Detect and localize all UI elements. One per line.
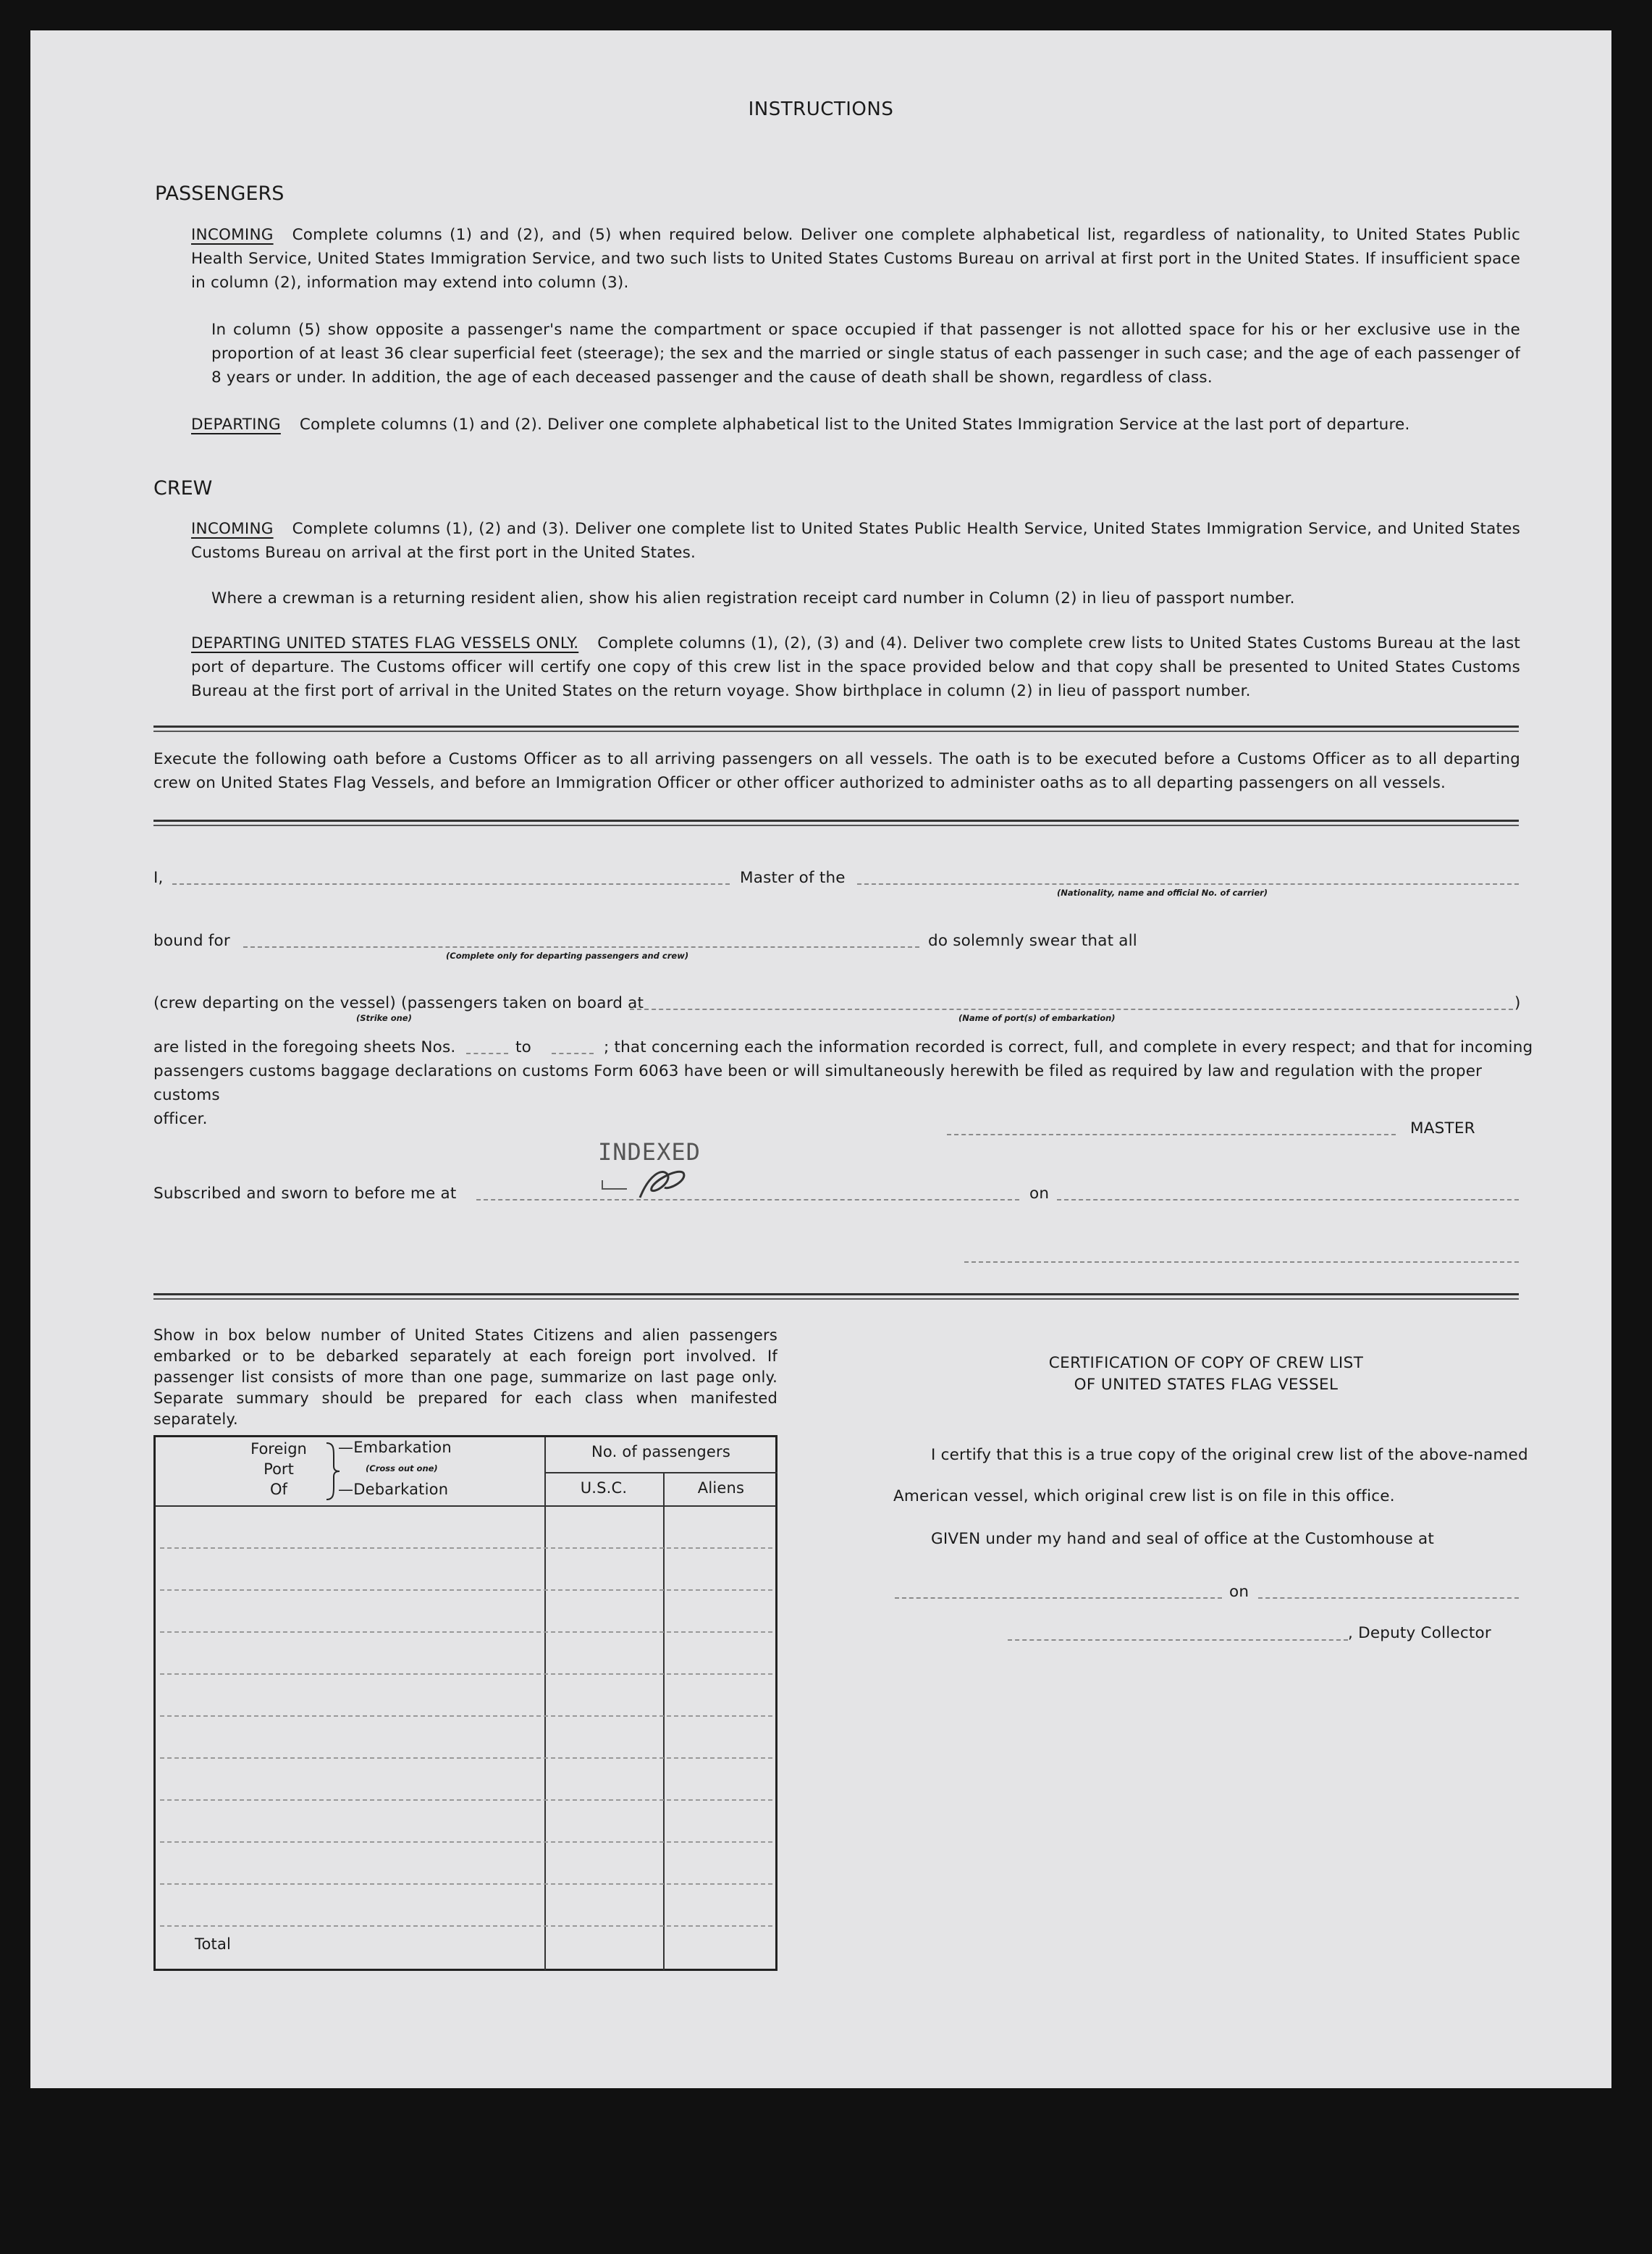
- table-row[interactable]: [160, 1925, 772, 1927]
- crew-passengers-text: (crew departing on the vessel) (passengers taken on board at: [153, 994, 644, 1012]
- passengers-incoming-text: Complete columns (1) and (2), and (5) when required below. Deliver one complete alphabetical list, regardless of nationality, to United States Public Health Service, United States Immigration Service, and two such lists to United States Customs Bureau on arrival at first port in the United States. If insufficient space in column (2), information may extend into column (3).: [191, 226, 1520, 292]
- table-row[interactable]: [160, 1715, 772, 1717]
- master-label: MASTER: [1410, 1119, 1475, 1137]
- table-row[interactable]: [160, 1589, 772, 1591]
- listed-suffix: ; that concerning each the information recorded is correct, full, and complete in every respect; and that for incoming: [604, 1038, 1533, 1056]
- crew-incoming-label: INCOMING: [191, 520, 274, 538]
- given-text: GIVEN under my hand and seal of office at the Customhouse at: [931, 1530, 1435, 1548]
- aliens-header: Aliens: [697, 1479, 745, 1497]
- of-label: Of: [270, 1481, 287, 1498]
- foreign-port-header: [250, 1439, 308, 1500]
- carrier-field[interactable]: [857, 883, 1519, 885]
- passengers-departing-text: Complete columns (1) and (2). Deliver one complete alphabetical list to the United States Immigration Service at the last port of departure.: [299, 416, 1410, 434]
- cross-out-hint: (Cross out one): [366, 1463, 438, 1473]
- indexed-stamp: INDEXED: [598, 1138, 701, 1166]
- crew-incoming-text: Complete columns (1), (2) and (3). Deliver one complete list to United States Public Health Service, United States Immigration Service, and United States Customs Bureau on arrival at the first port in the United States.: [191, 520, 1520, 562]
- debarkation-label: —Debarkation: [338, 1481, 449, 1498]
- strike-one-hint: (Strike one): [356, 1013, 412, 1023]
- carrier-hint: (Nationality, name and official No. of carrier): [1057, 888, 1268, 898]
- divider: [153, 726, 1519, 732]
- oath-i-label: I,: [153, 869, 164, 887]
- sheet-from-field[interactable]: [466, 1053, 508, 1054]
- passengers-departing-label: DEPARTING: [191, 416, 281, 434]
- officer-signature-field[interactable]: [964, 1261, 1519, 1263]
- listed-line-3: officer.: [153, 1110, 208, 1128]
- crew-incoming-paragraph: [191, 517, 1520, 565]
- usc-header: U.S.C.: [580, 1479, 628, 1497]
- bound-for-field[interactable]: [243, 946, 919, 948]
- deputy-collector-label: , Deputy Collector: [1348, 1624, 1491, 1642]
- passengers-departing-paragraph: [191, 413, 1520, 437]
- no-passengers-header: No. of passengers: [591, 1443, 730, 1460]
- certification-title-line-1: CERTIFICATION OF COPY OF CREW LIST: [1048, 1354, 1364, 1372]
- passengers-incoming-label: INCOMING: [191, 226, 274, 244]
- crew-departing-text: Complete columns (1), (2), (3) and (4). Deliver two complete crew lists to United States Customs Bureau at the last port of departure. The Customs officer will certify one copy of this crew list in the space provided below and that copy shall be presented to United States Customs Bureau at the first port of arrival in the United States on the return voyage. Show birthplace in column (2) in lieu of passport number.: [191, 634, 1520, 700]
- divider: [153, 820, 1519, 826]
- certify-line-2: American vessel, which original crew list is on file in this office.: [893, 1487, 1395, 1505]
- to-label: to: [515, 1038, 531, 1056]
- deputy-signature-field[interactable]: [1008, 1639, 1348, 1641]
- table-row[interactable]: [160, 1631, 772, 1633]
- certification-title-line-2: OF UNITED STATES FLAG VESSEL: [1074, 1376, 1339, 1394]
- crew-heading: CREW: [153, 477, 213, 500]
- subscribed-label: Subscribed and sworn to before me at: [153, 1185, 457, 1203]
- table-row[interactable]: [160, 1547, 772, 1549]
- bound-for-hint: (Complete only for departing passengers and crew): [446, 951, 689, 961]
- cert-on-label: on: [1229, 1583, 1249, 1601]
- passengers-column5-text: In column (5) show opposite a passenger's name the compartment or space occupied if that passenger is not allotted space for his or her exclusive use in the proportion of at least 36 clear superficial feet (steerage); the sex and the married or single status of each passenger in such case; and the age of each passenger of 8 years or under. In addition, the age of each deceased passenger and the cause of death shall be shown, regardless of class.: [211, 321, 1520, 387]
- certification-title: [893, 1353, 1519, 1396]
- customhouse-field[interactable]: [895, 1597, 1222, 1599]
- listed-line-2: passengers customs baggage declarations on customs Form 6063 have been or will simultaneously herewith be filed as required by law and regulation with the proper customs: [153, 1062, 1483, 1104]
- table-row[interactable]: [160, 1673, 772, 1675]
- divider: [153, 1293, 1519, 1300]
- sheet-to-field[interactable]: [552, 1053, 594, 1054]
- foreign-label: Foreign: [250, 1440, 307, 1458]
- initials-signature-icon: [598, 1161, 721, 1205]
- cert-date-field[interactable]: [1258, 1597, 1519, 1599]
- crew-departing-paragraph: [191, 631, 1520, 703]
- master-name-field[interactable]: [172, 883, 730, 885]
- master-of-the-label: Master of the: [740, 869, 846, 887]
- table-row[interactable]: [160, 1757, 772, 1759]
- table-row[interactable]: [160, 1841, 772, 1843]
- passengers-heading: PASSENGERS: [155, 182, 285, 205]
- listed-prefix: are listed in the foregoing sheets Nos.: [153, 1038, 456, 1056]
- sworn-date-field[interactable]: [1057, 1199, 1519, 1200]
- crew-resident-text: Where a crewman is a returning resident alien, show his alien registration receipt card number in Column (2) in lieu of passport number.: [211, 589, 1295, 607]
- passengers-incoming-paragraph: [191, 223, 1520, 295]
- port-label: Port: [264, 1460, 294, 1478]
- page-title: INSTRUCTIONS: [748, 98, 894, 120]
- embarkation-label: —Embarkation: [338, 1439, 452, 1456]
- embarkation-ports-field[interactable]: [630, 1009, 1513, 1010]
- oath-intro: Execute the following oath before a Customs Officer as to all arriving passengers on all vessels. The oath is to be executed before a Customs Officer as to all departing crew on United States Flag Vessels, and before an Immigration Officer or other officer authorized to administer oaths as to all departing passengers on all vessels.: [153, 750, 1520, 792]
- master-signature-field[interactable]: [947, 1134, 1396, 1135]
- table-row[interactable]: [160, 1799, 772, 1801]
- bound-for-label: bound for: [153, 932, 230, 950]
- crew-departing-label: DEPARTING UNITED STATES FLAG VESSELS ONLY.: [191, 634, 579, 652]
- ports-hint: (Name of port(s) of embarkation): [958, 1013, 1116, 1023]
- table-row[interactable]: [160, 1883, 772, 1885]
- closing-paren: ): [1514, 994, 1521, 1012]
- certify-line-1: I certify that this is a true copy of the original crew list of the above-named: [931, 1446, 1528, 1464]
- sworn-place-field[interactable]: [476, 1199, 1019, 1200]
- passenger-summary-table: [153, 1435, 777, 1971]
- total-label: Total: [195, 1935, 232, 1953]
- form-page: [30, 30, 1611, 2088]
- summary-note: Show in box below number of United States Citizens and alien passengers embarked or to be debarked separately at each foreign port involved. If passenger list consists of more than one page, summarize on last page only. Separate summary should be prepared for each class when manifested separately.: [153, 1326, 777, 1428]
- sworn-on-label: on: [1029, 1185, 1050, 1203]
- solemnly-swear-text: do solemnly swear that all: [928, 932, 1137, 950]
